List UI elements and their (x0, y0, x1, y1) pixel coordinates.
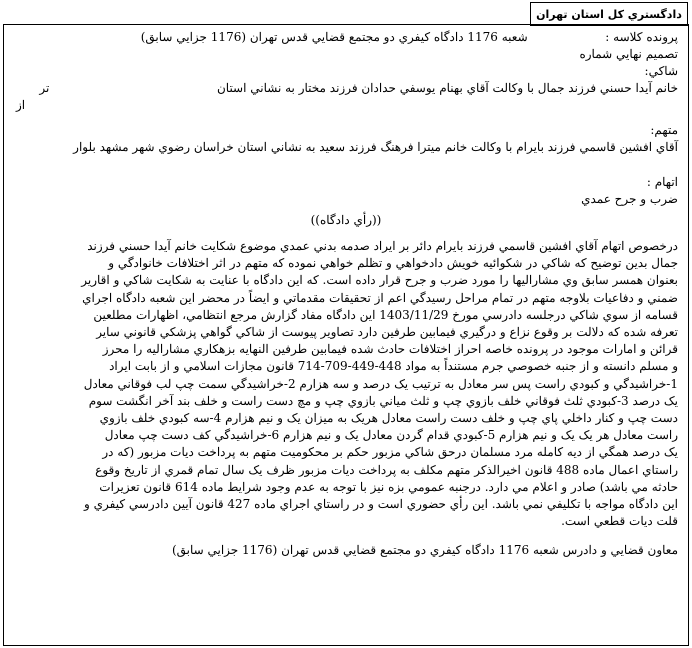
verdict-line: قلت ديات قطعي است. (561, 514, 678, 529)
charge-label: اتهام : (646, 175, 678, 189)
file-line (14, 29, 678, 46)
verdict-line: دست چپ و کنار داخلي پاي چپ و خلف دست راست معادل هريک به ميزان يک و نيم هزارم 4-سه کبودي خلف بازوي (99, 411, 678, 426)
verdict-line: تعرفه شده که دلالت بر وقوع نزاع و درگيري فيمابين طرفين دارد تصاوير پيوست از شاکي گواهي پزشکي قانوني ساير (96, 325, 678, 340)
plaintiff-tail: تر (39, 81, 50, 95)
verdict-line: قسامه از سوي شاکي درجلسه دادرسي مورخ 1403/11/29 اين دادگاه مفاد گزارش مرجع انتظامي، اظهارات مطلعين (93, 307, 678, 322)
court-header: دادگستري کل استان تهران (530, 2, 688, 26)
charge-text: ضرب و جرح عمدي (581, 192, 678, 206)
verdict-line: درخصوص اتهام آقاي افشين قاسمي فرزند بايرام دائر بر ايراد صدمه بدني عمدي موضوع شکايت خانم آيدا حسني فرزند (87, 239, 678, 253)
verdict-body (14, 238, 678, 530)
plaintiff-label: شاکي: (644, 64, 678, 78)
verdict-title: ((رأي دادگاه)) (310, 213, 382, 227)
plaintiff-line (14, 80, 678, 97)
verdict-line: راست معادل هر يک يک و نيم هزارم 5-کبودي قدام گردن معادل يک و نيم هزارم 6-خراشيدگي کف دست چپ معادل (104, 428, 678, 443)
verdict-line: يک درصد 3-کبودي ثلث فوقاني خلف بازوي چپ و ثلث مياني بازوي چپ و مچ دست راست و خلف بند آخر انگشت سوم (88, 393, 678, 408)
verdict-line: 1-خراشيدگي و کبودي راست پس سر معادل به ترتيب يک درصد و سه هزارم 2-خراشيدگي سمت چپ لب فوقاني معادل (83, 376, 678, 391)
file-label: پرونده کلاسه : (605, 30, 678, 44)
defendant-text: آقاي افشين قاسمي فرزند بايرام با وکالت خانم ميترا فرهنگ فرزند سعيد به نشاني استان خراسان رضوي شهر مشهد بلوار (73, 140, 678, 154)
verdict-line: قرائن و امارات موجود در پرونده خاصه احراز اختلافات حادث شده فيمابين طرفين النهايه بزهکاري مشاراليه را محرز (102, 342, 678, 357)
signature-line: معاون قضايي و دادرس شعبه 1176 دادگاه کيفري دو مجتمع قضايي قدس تهران (1176 جزايي سابق) (171, 543, 678, 558)
verdict-line: حادثه مي باشد) صادر و اعلام مي دارد. درجنبه عمومي بزه نيز با توجه به عدم وجود شرايط ماده 614 قانون تعزيرات (99, 479, 678, 494)
verdict-line: جمال بدين توضيح که شاکي در شکوائيه خويش دادخواهي و تظلم خواهي نموده که متهم در اثر اختلافات خانوادگي و (108, 256, 678, 271)
final-decision: تصميم نهايي شماره (579, 47, 678, 61)
plaintiff-text: خانم آيدا حسني فرزند جمال با وکالت آقاي بهنام يوسفي حدادان فرزند مختار به نشاني استان (216, 81, 678, 95)
verdict-line: و مسلم دانسته و از جنبه خصوصي جرم مستنداً به مواد 448-449-709-714 قانون مجازات اسلامي و از بابت ايراد (109, 359, 678, 374)
verdict-line: يک درصد همگي از ديه کامله مرد مسلمان درحق شاکي مزبور حکم بر محکوميت متهم به پرداخت ديات مزبور (که در (102, 445, 678, 460)
document-content (4, 25, 688, 559)
verdict-line: ضمني و دفاعيات بلاوجه متهم در تمام مراحل رسيدگي اعم از تحقيقات مقدماتي و ايضاً در محضر اين شعبه دادگاه اجراي (82, 290, 678, 305)
verdict-line: بعنوان همسر سابق وي مشاراليها را مورد ضرب و جرح قرار داده است. که اين دادگاه با عنايت به شکايت شاکي و اقارير (81, 273, 678, 288)
document-frame (3, 24, 689, 646)
defendant-label: متهم: (650, 123, 678, 137)
plaintiff-tail2: از (16, 98, 26, 112)
verdict-line: اين دادگاه مواجه با تکليفي نمي باشد. اين رأي حضوري است و در راستاي اجراي ماده 427 قانون آيين دادرسي کيفري و (84, 497, 678, 512)
verdict-line: راستاي اعمال ماده 488 قانون اخيرالذکر متهم مکلف به پرداخت ديات مزبور ظرف يک سال تمام قمري از تاريخ وقوع (95, 462, 678, 477)
branch-line: شعبه 1176 دادگاه کيفري دو مجتمع قضايي قدس تهران (1176 جزايي سابق) (140, 30, 528, 44)
